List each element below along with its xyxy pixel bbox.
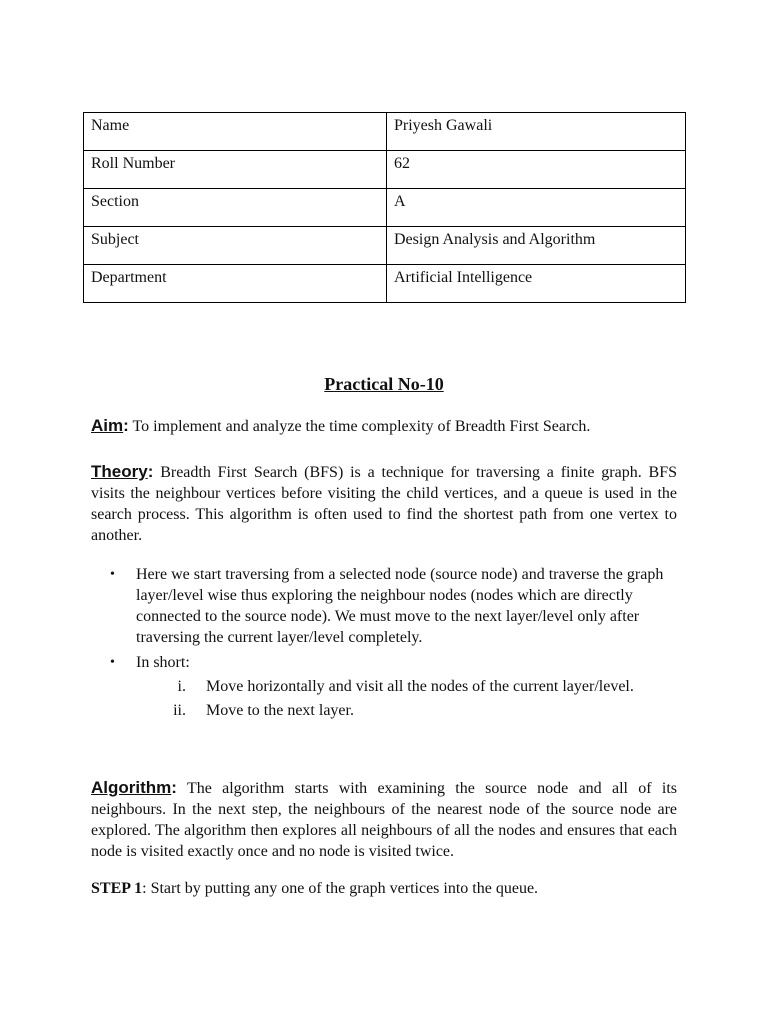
table-cell-label: Section [84,189,387,227]
list-item [110,564,677,648]
aim-heading: Aim [91,416,124,435]
table-cell-value: 62 [387,151,686,189]
sub-item-text: Move to the next layer. [206,702,354,719]
algorithm-heading: Algorithm [91,778,172,797]
theory-heading: Theory [91,462,148,481]
theory-colon: : [147,462,154,481]
table-cell-label: Name [84,113,387,151]
table-row [84,113,686,151]
table-row [84,265,686,303]
bullet-text: In short: [136,654,190,671]
table-row [84,227,686,265]
theory-text: Breadth First Search (BFS) is a technique for traversing a finite graph. BFS visits the neighbour vertices before visiting the child vertices, and a queue is used in the search process. This algorithm is often used to find the shortest path from one vertex to another. [91,464,678,544]
aim-section [91,415,677,437]
algorithm-colon: : [171,778,177,797]
sub-list-item [136,700,677,721]
table-row [84,151,686,189]
table-cell-value: Design Analysis and Algorithm [387,227,686,265]
list-item [110,652,677,721]
sub-item-text: Move horizontally and visit all the nodes of the current layer/level. [206,678,634,695]
table-cell-value: A [387,189,686,227]
aim-text: To implement and analyze the time complexity of Breadth First Search. [132,418,591,435]
bullet-list [110,564,677,725]
theory-section [91,461,677,546]
algorithm-section [91,777,677,862]
table-cell-value: Artificial Intelligence [387,265,686,303]
student-info-table [83,112,686,303]
aim-colon: : [123,416,129,435]
table-cell-label: Department [84,265,387,303]
bullet-icon: • [110,655,115,670]
table-cell-label: Roll Number [84,151,387,189]
step-1 [91,878,677,899]
bullet-icon: • [110,567,115,582]
algorithm-text: The algorithm starts with examining the source node and all of its neighbours. In the next step, the neighbours of the nearest node of the source node are explored. The algorithm then explores all neighbours of all the nodes and ensures that each node is visited exactly once and no node is visited twice. [91,780,677,860]
page-title: Practical No-10 [324,374,444,394]
step-label: STEP 1 [91,880,143,897]
sub-item-number: ii. [173,702,186,719]
table-cell-label: Subject [84,227,387,265]
table-cell-value: Priyesh Gawali [387,113,686,151]
sub-list-item [136,676,677,697]
sub-item-number: i. [177,678,186,695]
bullet-text: Here we start traversing from a selected node (source node) and traverse the graph layer/level wise thus exploring the neighbour nodes (nodes which are directly connected to the source node). We must move to the next layer/level only after traversing the current layer/level completely. [136,566,664,646]
table-row [84,189,686,227]
step-text: : Start by putting any one of the graph vertices into the queue. [142,880,539,897]
